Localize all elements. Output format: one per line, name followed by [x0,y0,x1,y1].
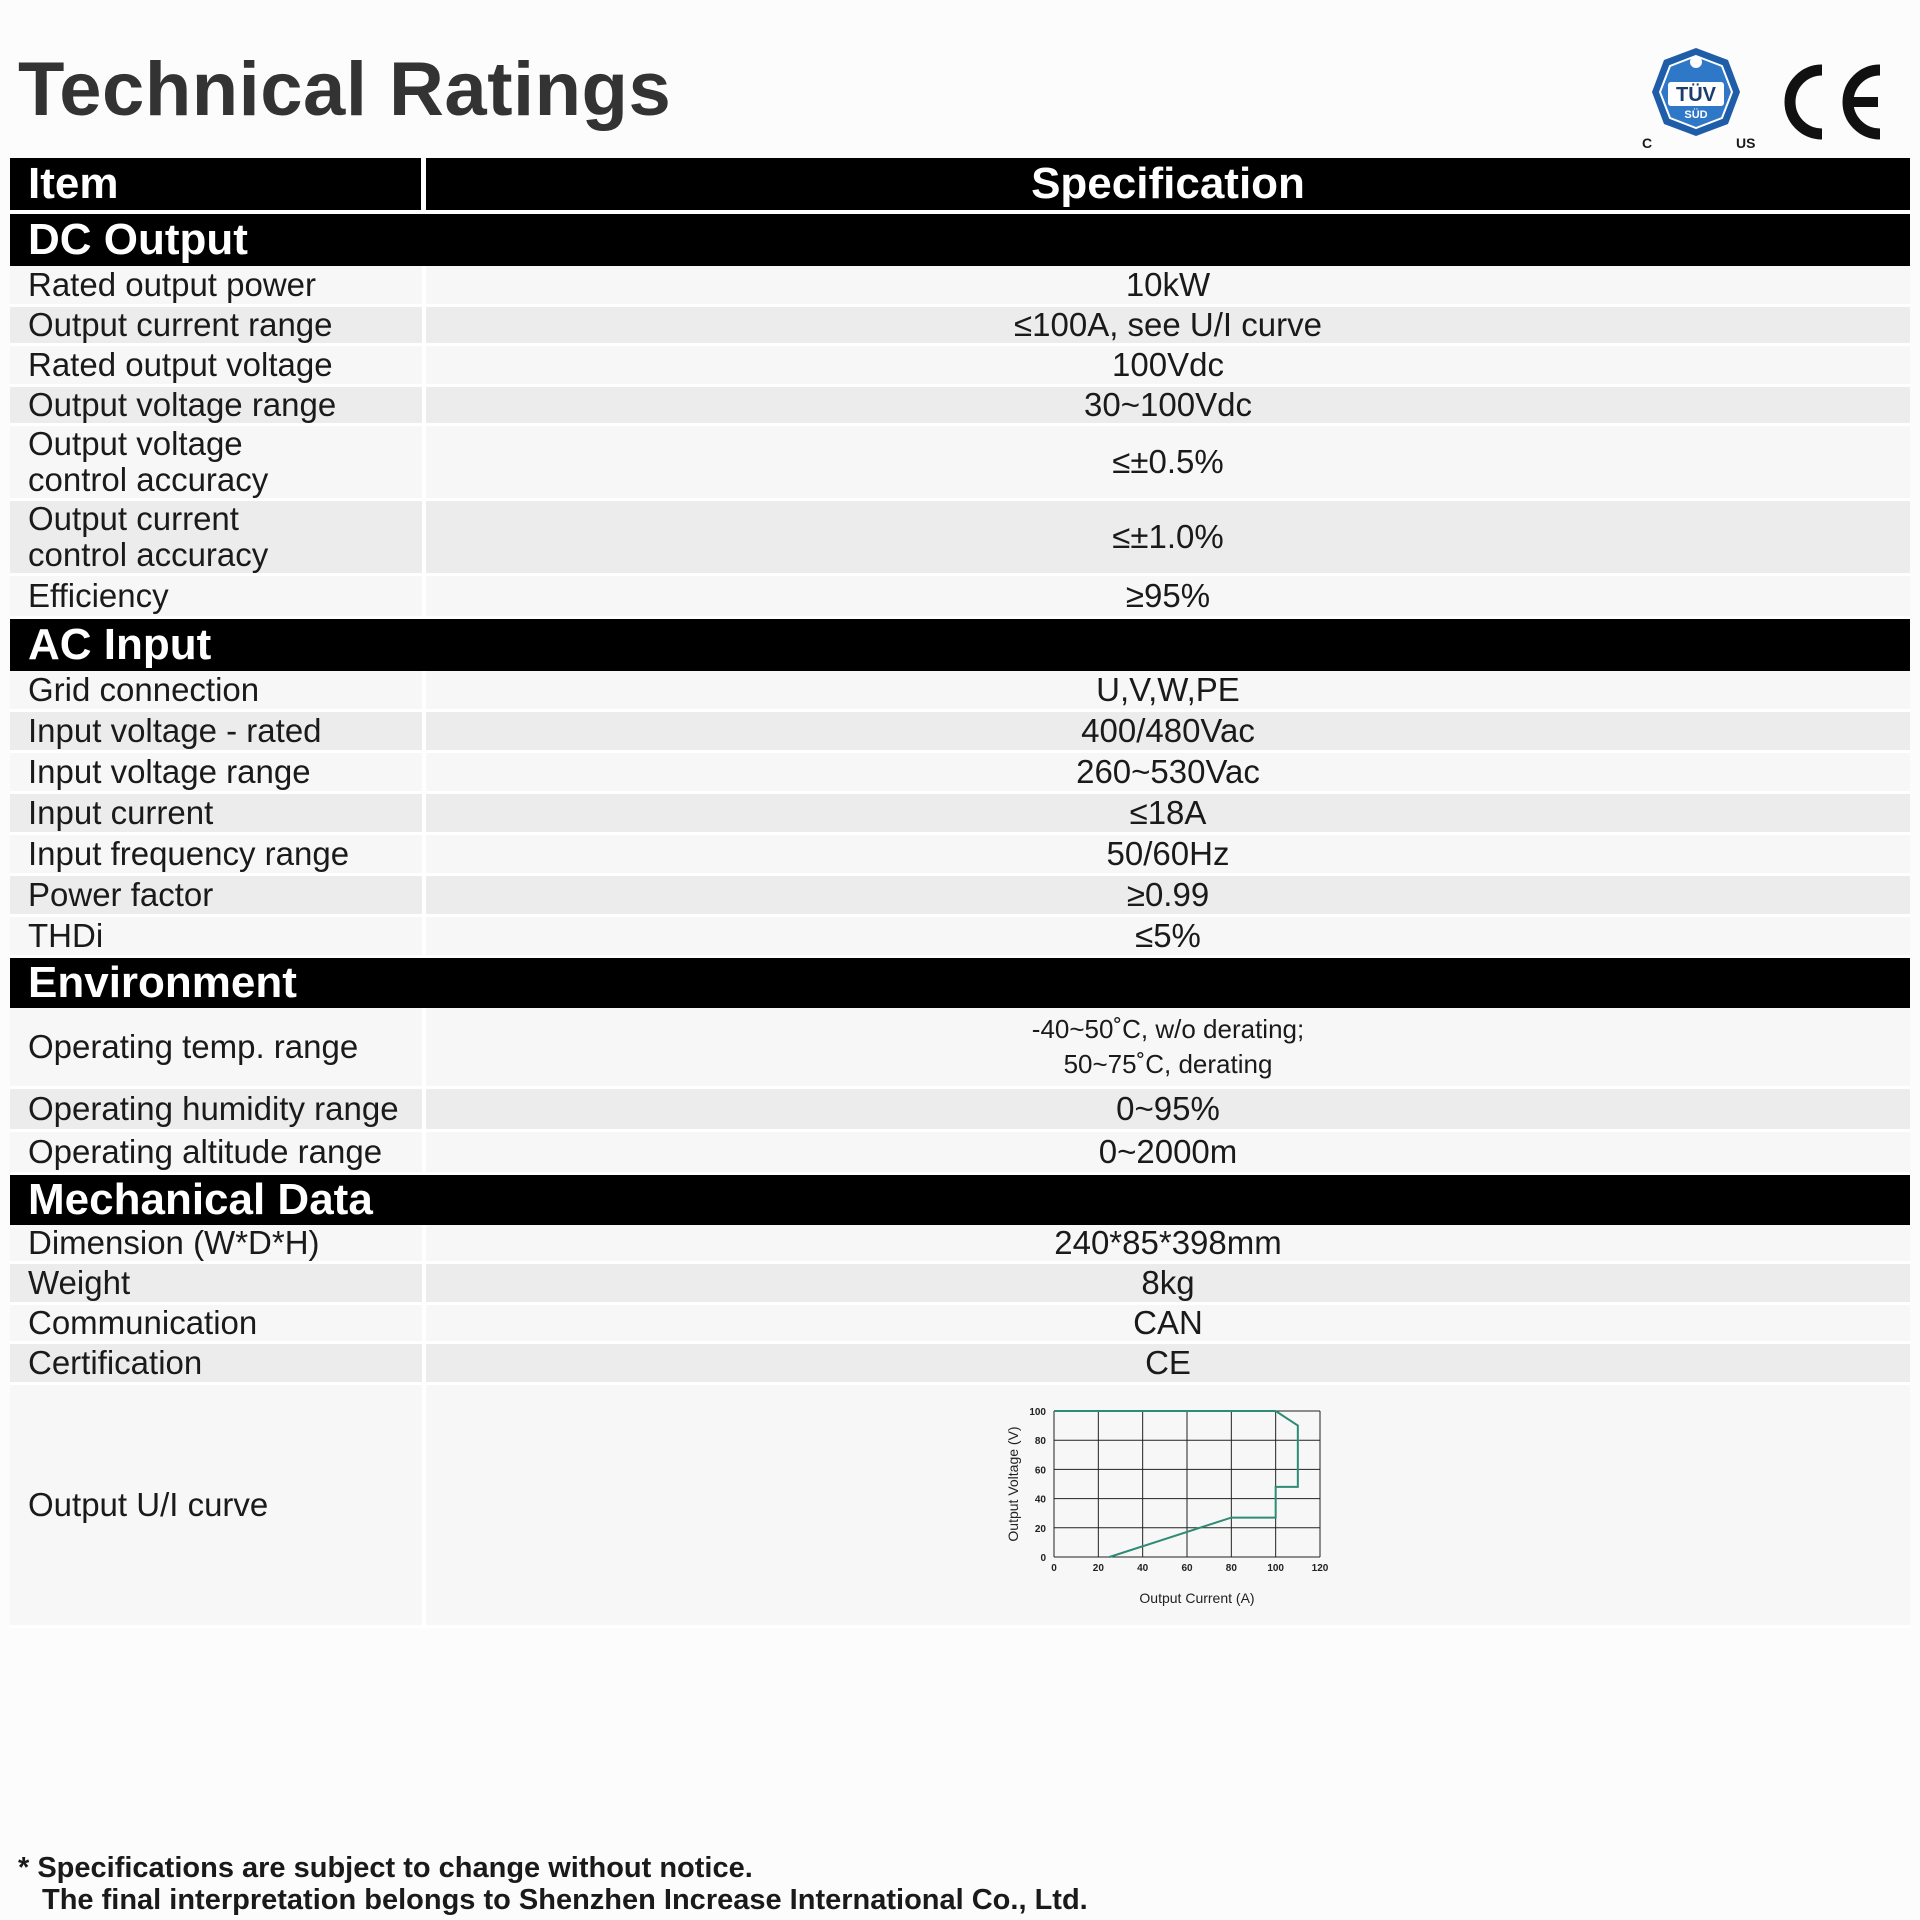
section-row [10,619,1910,671]
chart-x-tick-label: 120 [1311,1563,1329,1574]
table-row [10,1344,1910,1385]
chart-y-axis-label: Output Voltage (V) [1005,1426,1021,1542]
row-item-label: Power factor [10,876,426,917]
row-item-label: Operating altitude range [10,1132,426,1175]
chart-y-tick-label: 80 [1034,1436,1046,1448]
page-title: Technical Ratings [18,47,672,132]
table-row [10,1385,1910,1628]
row-spec-value: ≥95% [426,576,1910,619]
row-spec-value: ≤5% [426,917,1910,958]
tuv-left-text: C [1642,135,1653,151]
row-item-label: Output voltage control accuracy [10,426,426,501]
table-row [10,753,1910,794]
ce-mark-logo [1776,62,1888,142]
row-spec-value: ≤18A [426,794,1910,835]
row-item-label: Output current range [10,307,426,346]
section-title: Mechanical Data [28,1175,373,1224]
row-spec-value: 10kW [426,266,1910,307]
row-spec-value: 30~100Vdc [426,387,1910,426]
table-row [10,835,1910,876]
table-row [10,576,1910,619]
section-row [10,1175,1910,1225]
row-spec-value: ≥0.99 [426,876,1910,917]
row-item-label: Rated output voltage [10,346,426,387]
row-spec-value: -40~50˚C, w/o derating; 50~75˚C, derating [426,1008,1910,1089]
chart-x-tick-label: 20 [1092,1563,1104,1574]
row-spec-value: CE [426,1344,1910,1385]
row-item-label: Rated output power [10,266,426,307]
table-row [10,1008,1910,1089]
table-row [10,1225,1910,1264]
table-row [10,426,1910,501]
ui-curve-chart [426,1395,1910,1615]
section-row [10,214,1910,266]
row-item-label: Grid connection [10,671,426,712]
row-item-label: Output U/I curve [10,1385,426,1628]
section-row [10,958,1910,1008]
row-spec-value: CAN [426,1305,1910,1344]
row-spec-value: ≤±1.0% [426,501,1910,576]
row-item-label: Input voltage - rated [10,712,426,753]
row-item-label: Operating temp. range [10,1008,426,1089]
table-row [10,266,1910,307]
row-spec-value: 240*85*398mm [426,1225,1910,1264]
table-row [10,1132,1910,1175]
header-spec: Specification [426,158,1910,214]
chart-y-tick-label: 40 [1034,1494,1046,1506]
chart-x-axis-label: Output Current (A) [1139,1590,1255,1606]
row-item-label: Efficiency [10,576,426,619]
chart-x-tick-label: 40 [1137,1563,1149,1574]
chart-x-tick-label: 80 [1225,1563,1237,1574]
table-row [10,1089,1910,1132]
row-spec-value: 0~95% [426,1089,1910,1132]
section-title: Environment [28,958,297,1007]
section-title: DC Output [28,215,248,264]
chart-y-tick-label: 0 [1040,1553,1046,1564]
chart-y-tick-label: 100 [1029,1407,1046,1418]
header-item: Item [10,158,426,214]
tuv-sub-text: SÜD [1684,109,1708,121]
row-item-label: Operating humidity range [10,1089,426,1132]
table-row [10,876,1910,917]
row-spec-value: 0~2000m [426,1132,1910,1175]
table-row [10,671,1910,712]
table-row [10,794,1910,835]
table-row [10,307,1910,346]
chart-series-line [1054,1411,1298,1557]
row-item-label: Dimension (W*D*H) [10,1225,426,1264]
row-item-label: Input voltage range [10,753,426,794]
chart-y-tick-label: 20 [1034,1523,1046,1535]
row-spec-value: U,V,W,PE [426,671,1910,712]
ui-curve-svg [968,1395,1368,1615]
section-title: AC Input [28,620,212,669]
footnote [18,1852,1088,1916]
table-header-row [10,158,1910,214]
row-spec-value: 100Vdc [426,346,1910,387]
row-spec-value: 400/480Vac [426,712,1910,753]
row-item-label: THDi [10,917,426,958]
row-item-label: Weight [10,1264,426,1305]
row-item-label: Input frequency range [10,835,426,876]
row-spec-value: ≤±0.5% [426,426,1910,501]
row-spec-value: 8kg [426,1264,1910,1305]
table-row [10,501,1910,576]
table-row [10,387,1910,426]
ui-curve-cell [426,1385,1910,1628]
chart-x-tick-label: 100 [1267,1563,1285,1574]
spec-table [10,158,1910,1628]
chart-x-tick-label: 60 [1181,1563,1193,1574]
table-row [10,1305,1910,1344]
row-spec-value: ≤100A, see U/I curve [426,307,1910,346]
tuv-main-text: TÜV [1676,84,1716,106]
table-row [10,346,1910,387]
row-item-label: Input current [10,794,426,835]
table-row [10,917,1910,958]
row-item-label: Output voltage range [10,387,426,426]
row-item-label: Certification [10,1344,426,1385]
chart-x-tick-label: 0 [1051,1563,1057,1574]
footnote-line2: The final interpretation belongs to Shenzhen Increase International Co., Ltd. [42,1884,1088,1916]
table-row [10,1264,1910,1305]
row-spec-value: 260~530Vac [426,753,1910,794]
row-item-label: Communication [10,1305,426,1344]
row-spec-value: 50/60Hz [426,835,1910,876]
tuv-sud-logo [1636,44,1756,152]
footnote-line1: * Specifications are subject to change without notice. [18,1852,753,1884]
row-item-label: Output current control accuracy [10,501,426,576]
chart-y-tick-label: 60 [1034,1465,1046,1477]
table-row [10,712,1910,753]
tuv-right-text: US [1736,135,1756,151]
